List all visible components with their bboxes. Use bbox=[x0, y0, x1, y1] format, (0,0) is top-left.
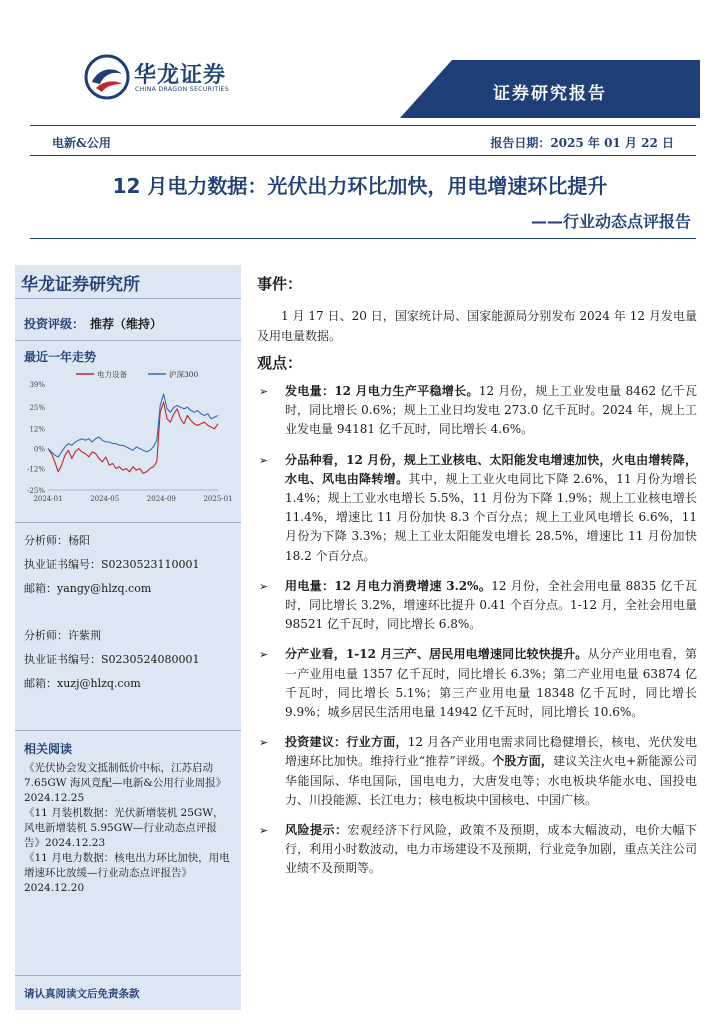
arrow-bullet-icon: ➢ bbox=[259, 736, 269, 750]
sector-label: 电新&公用 bbox=[52, 136, 111, 150]
analyst-2-email[interactable]: 邮箱：xuzj@hlzq.com bbox=[24, 677, 141, 690]
y-tick-label: 12% bbox=[29, 425, 45, 434]
arrow-bullet-icon: ➢ bbox=[259, 579, 269, 593]
related-item[interactable]: 《11 月装机数据：光伏新增装机 25GW，风电新增装机 5.95GW—行业动态点评报告》2024.12.23 bbox=[24, 807, 224, 849]
x-tick-label: 2024-01 bbox=[33, 495, 63, 503]
sidebar-divider bbox=[15, 340, 241, 341]
institute-name: 华龙证券研究所 bbox=[21, 275, 140, 295]
point-head: 风险提示： bbox=[285, 823, 348, 838]
arrow-bullet-icon: ➢ bbox=[259, 385, 269, 398]
point-body: 12 月份，全社会用电量 8835 亿千瓦时，同比增长 3.2%，增速环比提升 0.41 个百分点。1-12 月，全社会用电量 98521 亿千瓦时，同比增长 6.8%。 bbox=[285, 578, 697, 632]
x-tick-label: 2024-05 bbox=[90, 495, 120, 503]
event-text: 1 月 17 日、20 日，国家统计局、国家能源局分别发布 2024 年 12 月发电量及用电量数据。 bbox=[257, 309, 697, 343]
logo-english-name: CHINA DRAGON SECURITIES bbox=[135, 86, 229, 93]
sidebar-divider bbox=[15, 730, 241, 731]
report-type-label: 证券研究报告 bbox=[493, 84, 607, 104]
legend-label: 电力设备 bbox=[97, 370, 127, 379]
related-reading-list bbox=[24, 761, 232, 896]
investment-rating bbox=[24, 315, 162, 332]
related-reading-label: 相关阅读 bbox=[24, 742, 73, 756]
rating-value: 推荐（维持） bbox=[90, 317, 163, 331]
main-content bbox=[257, 273, 697, 879]
rating-label: 投资评级： bbox=[24, 317, 85, 331]
dragon-logo-icon bbox=[84, 54, 130, 100]
x-tick-label: 2025-01 bbox=[203, 495, 232, 503]
report-title: 12 月电力数据：光伏出力环比加快，用电增速环比提升 bbox=[112, 174, 608, 198]
report-date: 报告日期：2025 年 01 月 22 日 bbox=[490, 136, 674, 150]
point-item bbox=[257, 645, 697, 722]
point-item bbox=[257, 451, 697, 566]
analyst-1-cert: 执业证书编号：S0230523110001 bbox=[24, 558, 200, 571]
trend-label: 最近一年走势 bbox=[24, 350, 97, 364]
views-heading: 观点： bbox=[257, 354, 303, 372]
header-divider bbox=[30, 125, 696, 126]
header-divider-2 bbox=[30, 155, 696, 156]
related-item[interactable]: 《11 月电力数据：核电出力环比加快，用电增速环比放缓—行业动态点评报告》2024.12.20 bbox=[24, 852, 230, 894]
arrow-bullet-icon: ➢ bbox=[259, 648, 269, 662]
series-line bbox=[48, 402, 218, 473]
point-head-2: 个股方面， bbox=[492, 754, 554, 769]
point-item bbox=[257, 733, 697, 810]
y-tick-label: 0% bbox=[33, 445, 45, 454]
sidebar-divider bbox=[15, 975, 241, 976]
report-subtitle: ——行业动态点评报告 bbox=[530, 212, 691, 231]
analyst-1-email[interactable]: 邮箱：yangy@hlzq.com bbox=[24, 582, 152, 595]
point-body: 12 月各产业用电需求同比稳健增长，核电、光伏发电增速环比加快。维持行业“推荐”评级。 bbox=[285, 735, 697, 769]
sidebar-divider bbox=[15, 522, 241, 523]
analyst-1-name: 分析师：杨阳 bbox=[24, 534, 90, 547]
analyst-2-name: 分析师：许紫荆 bbox=[24, 629, 101, 642]
trend-chart bbox=[18, 362, 232, 512]
company-logo bbox=[84, 54, 274, 104]
point-body: 宏观经济下行风险，政策不及预期，成本大幅波动，电价大幅下行，利用小时数波动，电力市场建设不及预期，行业竞争加剧，重点关注公司业绩不及预期等。 bbox=[285, 823, 697, 876]
y-tick-label: -25% bbox=[27, 487, 45, 495]
legend-label: 沪深300 bbox=[169, 370, 199, 379]
point-head: 分产业看，1-12 月三产、居民用电增速同比较快提升。 bbox=[285, 647, 588, 662]
series-line bbox=[48, 394, 218, 457]
analyst-2-cert: 执业证书编号：S0230524080001 bbox=[24, 653, 200, 666]
event-heading: 事件： bbox=[257, 275, 303, 293]
point-item bbox=[257, 382, 697, 440]
point-body-2: 建议关注火电+新能源公司华能国际、华电国际，国电电力，大唐发电等；水电板块华能水电、国投电力、川投能源、长江电力；核电板块中国核电、中国广核。 bbox=[285, 754, 697, 807]
y-tick-label: -12% bbox=[27, 465, 45, 474]
logo-chinese-name: 华龙证券 bbox=[134, 63, 227, 88]
point-head: 用电量：12 月电力消费增速 3.2%。 bbox=[285, 578, 492, 593]
sidebar-divider bbox=[15, 298, 241, 299]
point-item bbox=[257, 821, 697, 879]
point-body: 12 月份，规上工业发电量 8462 亿千瓦时，同比增长 0.6%；规上工业日均发电 273.0 亿千瓦时。2024 年，规上工业发电量 94181 亿千瓦时，同比增长 4.6%。 bbox=[285, 384, 697, 437]
related-item[interactable]: 《光伏协会发文抵制低价中标，江苏启动 7.65GW 海风竞配—电新&公用行业周报》2024.12.25 bbox=[24, 762, 227, 804]
point-head: 投资建议：行业方面， bbox=[285, 735, 408, 750]
title-divider bbox=[30, 238, 696, 239]
point-item bbox=[257, 577, 697, 635]
arrow-bullet-icon: ➢ bbox=[259, 824, 269, 838]
point-body: 其中，规上工业火电同比下降 2.6%，11 月份为增长 1.4%；规上工业水电增长 5.5%，11 月份为下降 1.9%；规上工业核电增长 11.4%，增速比 11 月份加快 8.3 个百分点；规上工业风电增长 6.6%，11 月份为下降 3.3%；规上工业太阳能发电增长 28.5%，增速比 11 月份加快 18.2 个百分点。 bbox=[285, 471, 697, 563]
point-head: 发电量：12 月电力生产平稳增长。 bbox=[285, 384, 479, 398]
y-tick-label: 25% bbox=[29, 404, 45, 413]
point-body: 从分产业用电看，第一产业用电量 1357 亿千瓦时，同比增长 6.3%；第二产业用电量 63874 亿千瓦时，同比增长 5.1%；第三产业用电量 18348 亿千瓦时，同比增长 9.9%；城乡居民生活用电量 14942 亿千瓦时，同比增长 10.6%。 bbox=[285, 647, 697, 720]
disclaimer-note: 请认真阅读文后免责条款 bbox=[24, 988, 140, 1000]
arrow-bullet-icon: ➢ bbox=[259, 453, 269, 467]
point-head: 分品种看，12 月份，规上工业核电、太阳能发电增速加快，火电由增转降，水电、风电由降转增。 bbox=[285, 452, 697, 486]
trend-chart-svg bbox=[18, 362, 232, 512]
x-tick-label: 2024-09 bbox=[146, 495, 176, 503]
y-tick-label: 39% bbox=[29, 381, 45, 389]
